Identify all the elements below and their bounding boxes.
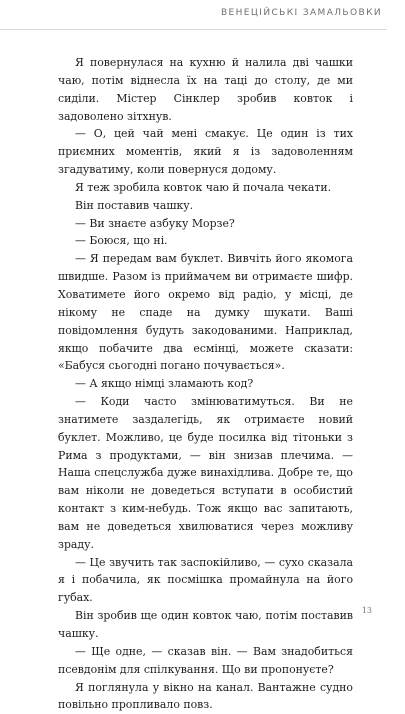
running-header: ВЕНЕЦІЙСЬКІ ЗАМАЛЬОВКИ — [220, 8, 382, 18]
paragraph: — Я передам вам буклет. Вивчіть його якомога швидше. Разом із приймачем ви отримаєте шифр. Ховатимете його окремо від радіо, у місці, де нікому не спаде на думку шукати. Ваші повідомлення будуть закодованими. Наприклад, якщо побачите два есмінці, можете сказати: «Бабуся сьогодні погано почувається». — [58, 252, 353, 373]
paragraph: — А якщо німці зламають код? — [75, 377, 254, 391]
paragraph: — О, цей чай мені смакує. Це один із тих приємних моментів, який я із задоволенням згадуватиму, коли повернуся додому. — [58, 127, 353, 177]
paragraph: Я поглянула у вікно на канал. Вантажне судно повільно пропливало повз. — [58, 680, 353, 712]
paragraph: — Боюся, що ні. — [75, 234, 168, 248]
paragraph: Він поставив чашку. — [75, 198, 194, 212]
header-divider — [0, 29, 387, 30]
paragraph: Він зробив ще один ковток чаю, потім поставив чашку. — [58, 609, 353, 640]
paragraph: — Це звучить так заспокійливо, — сухо сказала я і побачила, як посмішка промайнула на його губах. — [58, 555, 353, 605]
paragraph: — Коди часто змінюватимуться. Ви не знатимете заздалегідь, як отримаєте новий буклет. Можливо, це буде посилка від тітоньки з Рима з продуктами, — він знизав плечима. — Наша спецслужба дуже винахідлива. Добре те, що вам ніколи не доведеться вступати в особистий контакт з ким-небудь. Тож якщо вас запитають, вам не доведеться хвилюватися через можливу зраду. — [58, 395, 353, 551]
paragraph: — Ще одне, — сказав він. — Вам знадобиться псевдонім для спілкування. Що ви пропонуєте? — [58, 644, 353, 676]
paragraph: — Ви знаєте азбуку Морзе? — [75, 216, 235, 230]
paragraph: Я повернулася на кухню й налила дві чашки чаю, потім віднесла їх на таці до столу, де ми сиділи. Містер Сінклер зробив ковток і задоволено зітхнув. — [58, 56, 353, 123]
paragraph: Я теж зробила ковток чаю й почала чекати. — [75, 180, 332, 194]
body-text — [58, 54, 353, 714]
page-number: 13 — [361, 606, 372, 615]
